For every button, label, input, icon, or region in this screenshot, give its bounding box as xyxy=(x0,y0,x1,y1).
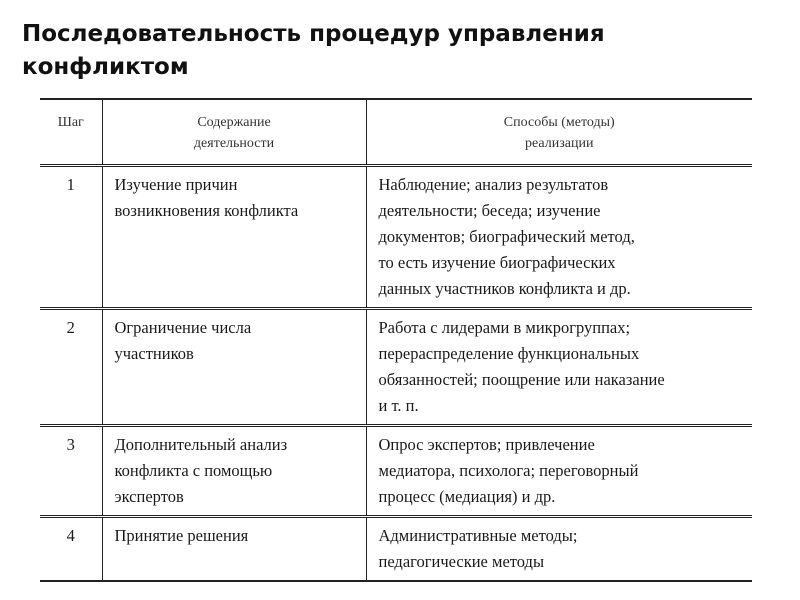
table-row xyxy=(40,426,752,517)
step-number: 2 xyxy=(66,318,75,337)
step-number: 1 xyxy=(66,175,75,194)
step-number: 3 xyxy=(66,435,75,454)
step-content: Изучение причин возникновения конфликта xyxy=(102,166,366,309)
header-content: Содержание деятельности xyxy=(102,99,366,166)
step-methods: Работа с лидерами в микрогруппах; перераспределение функциональных обязанностей; поощрение или наказание и т. п. xyxy=(366,309,752,426)
step-methods: Административные методы; педагогические методы xyxy=(366,517,752,582)
page-title: Последовательность процедур управления конфликтом xyxy=(22,21,605,80)
step-content: Ограничение числа участников xyxy=(102,309,366,426)
table-row xyxy=(40,517,752,582)
table-header-row xyxy=(40,99,752,166)
table-row xyxy=(40,309,752,426)
step-number: 4 xyxy=(66,526,75,545)
step-methods: Опрос экспертов; привлечение медиатора, психолога; переговорный процесс (медиация) и др. xyxy=(366,426,752,517)
step-content: Принятие решения xyxy=(102,517,366,582)
procedures-table xyxy=(40,98,752,582)
table-row xyxy=(40,166,752,309)
step-methods: Наблюдение; анализ результатов деятельности; беседа; изучение документов; биографический метод, то есть изучение биографических данных участников конфликта и др. xyxy=(366,166,752,309)
step-content: Дополнительный анализ конфликта с помощью экспертов xyxy=(102,426,366,517)
header-step: Шаг xyxy=(57,115,84,130)
header-methods: Способы (методы) реализации xyxy=(366,99,752,166)
